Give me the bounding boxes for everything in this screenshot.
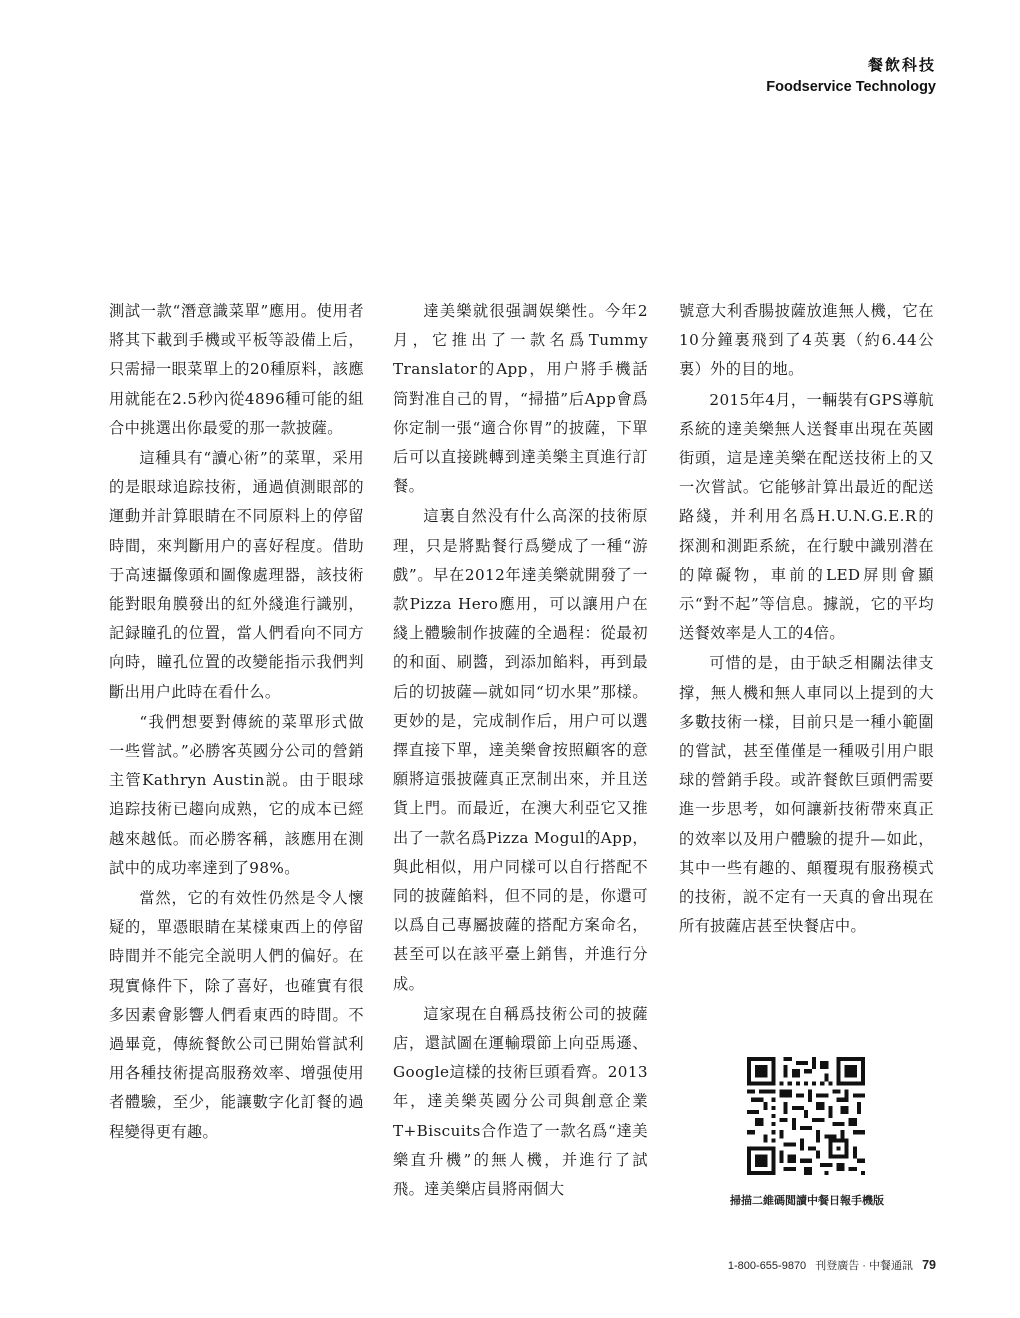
paragraph: 號意大利香腸披薩放進無人機，它在10分鐘裏飛到了4英裏（約6.44公裏）外的目的地。 <box>679 302 934 379</box>
page-footer <box>728 1257 936 1273</box>
paragraph: 這家現在自稱爲技術公司的披薩店，還試圖在運輸環節上向亞馬遜、Google這樣的技術巨頭看齊。2013年，達美樂英國分公司與創意企業T+Biscuits合作造了一款名爲“達美樂直升機”的無人機，并進行了試飛。達美樂店員將兩個大 <box>393 1004 648 1199</box>
paragraph: 達美樂就很强調娱樂性。今年2月，它推出了一款名爲Tummy Translator的App，用户將手機話筒對准自己的胃，“掃描”后App會爲你定制一張“適合你胃”的披薩，下單后可以直接跳轉到達美樂主頁進行訂餐。 <box>393 302 648 496</box>
footer-phone: 1-800-655-9870 <box>727 1260 807 1272</box>
paragraph: 當然，它的有效性仍然是令人懷疑的，單憑眼睛在某樣東西上的停留時間并不能完全説明人們的偏好。在現實條件下，除了喜好，也確實有很多因素會影響人們看東西的時間。不過畢竟，傳統餐飲公司已開始嘗試利用各種技術提高服務效率、增强使用者體驗，至少，能讓數字化訂餐的過程變得更有趣。 <box>109 889 364 1141</box>
section-title-chinese: 餐飲科技 <box>867 56 936 74</box>
paragraph: “我們想要對傳統的菜單形式做一些嘗試。”必勝客英國分公司的營銷主管Kathryn Austin説。由于眼球追踪技術已趨向成熟，它的成本已經越來越低。而必勝客稱，該應用在測試中的成功率達到了98%。 <box>109 712 364 877</box>
qr-caption: 掃描二維碼閲讀中餐日報手機版 <box>730 1194 884 1207</box>
paragraph: 這種具有“讀心術”的菜單，采用的是眼球追踪技術，通過偵測眼部的運動并計算眼睛在不同原料上的停留時間，來判斷用户的喜好程度。借助于高速攝像頭和圖像處理器，該技術能對眼角膜發出的紅外綫進行識别，記録瞳孔的位置，當人們看向不同方向時，瞳孔位置的改變能指示我們判斷出用户此時在看什么。 <box>109 449 364 701</box>
footer-publication: 刊登廣告 · 中餐通訊 <box>815 1260 914 1272</box>
article-column-1 <box>109 297 364 1148</box>
page-number: 79 <box>922 1258 936 1272</box>
paragraph: 這裏自然没有什么高深的技術原理，只是將點餐行爲變成了一種“游戲”。早在2012年達美樂就開發了一款Pizza Hero應用，可以讓用户在綫上體驗制作披薩的全過程：從最初的和面、刷醬，到添加餡料，再到最后的切披薩—就如同“切水果”那樣。更妙的是，完成制作后，用户可以選擇直接下單，達美樂會按照顧客的意願將這張披薩真正烹制出來，并且送貨上門。而最近，在澳大利亞它又推出了一款名爲Pizza Mogul的App，與此相似，用户同樣可以自行搭配不同的披薩餡料，但不同的是，你還可以爲自己專屬披薩的搭配方案命名，甚至可以在該平臺上銷售，并進行分成。 <box>393 507 648 993</box>
qr-code-icon[interactable] <box>747 1057 865 1175</box>
article-column-3 <box>679 297 934 942</box>
paragraph: 測試一款“潛意識菜單”應用。使用者將其下載到手機或平板等設備上后，只需掃一眼菜單上的20種原料，該應用就能在2.5秒內從4896種可能的組合中挑選出你最愛的那一款披薩。 <box>109 302 364 437</box>
section-title-english: Foodservice Technology <box>766 79 936 95</box>
article-column-2 <box>393 297 648 1205</box>
paragraph: 可惜的是，由于缺乏相關法律支撑，無人機和無人車同以上提到的大多數技術一樣，目前只是一種小範圍的嘗試，甚至僅僅是一種吸引用户眼球的營銷手段。或許餐飲巨頭們需要進一步思考，如何讓新技術帶來真正的效率以及用户體驗的提升—如此，其中一些有趣的、顛覆現有服務模式的技術，説不定有一天真的會出現在所有披薩店甚至快餐店中。 <box>679 654 934 936</box>
paragraph: 2015年4月，一輛裝有GPS導航系統的達美樂無人送餐車出現在英國街頭，這是達美樂在配送技術上的又一次嘗試。它能够計算出最近的配送路綫，并利用名爲H.U.N.G.E.R的探測和測距系統，在行駛中識别潜在的障礙物，車前的LED屏則會顯示“對不起”等信息。據説，它的平均送餐效率是人工的4倍。 <box>679 390 934 643</box>
